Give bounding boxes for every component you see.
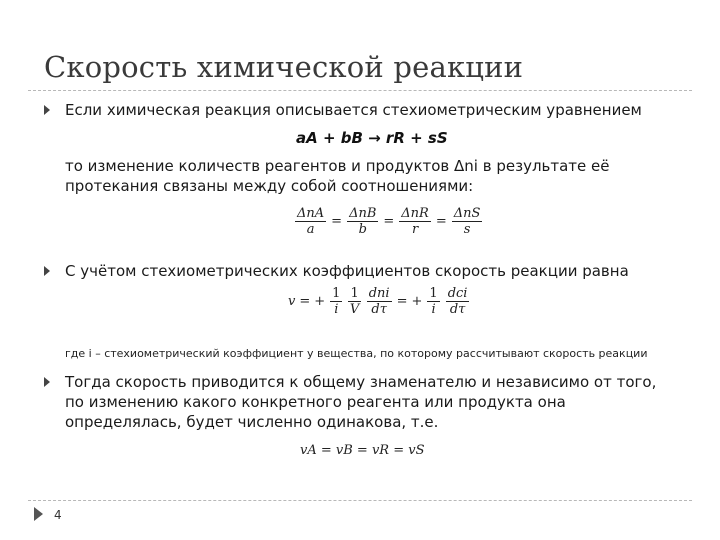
footnote-text: где i – стехиометрический коэффициент у вещества, по которому рассчитывают скорость реакции: [65, 347, 648, 360]
bullet-arrow-icon: [44, 105, 50, 115]
bullet-text-3: Тогда скорость приводится к общему знаменателю и независимо от того, по изменению какого конкретного реагента или продукта она определялась, будет численно одинакова, т.е.: [65, 373, 657, 431]
rate-frac-dc-dtau: $\frac{\text{dci}}{d\tau}$: [447, 286, 468, 317]
bullet-text-2: С учётом стехиометрических коэффициентов скорость реакции равна: [65, 262, 629, 280]
ratio-formula: $\frac{\text{ΔnA}}{a}$ = $\frac{\text{ΔnB}}{b}$ = $\frac{\text{ΔnR}}{r}$ = $\frac{\text{ΔnS}}{s}$: [297, 206, 481, 237]
bullet-arrow-icon: [44, 266, 50, 276]
rate-frac-1-over-i: $\frac{1}{i}$: [332, 286, 341, 317]
page-marker-icon: [34, 507, 43, 521]
page-number: 4: [54, 508, 62, 522]
title-divider: [28, 90, 692, 91]
ratio-term-b: $\frac{\text{ΔnB}}{b}$: [349, 206, 377, 237]
bullet-text-1: Если химическая реакция описывается стехиометрическим уравнением: [65, 101, 642, 119]
equal-rates-formula: vA = vB = vR = vS: [300, 443, 425, 458]
ratio-term-s: $\frac{\text{ΔnS}}{s}$: [453, 206, 481, 237]
ratio-term-r: $\frac{\text{ΔnR}}{r}$: [401, 206, 429, 237]
stoichiometric-equation: aA + bB → rR + sS: [296, 129, 448, 147]
continuation-text: то изменение количеств реагентов и продуктов Δni в результате её протекания связаны между собой соотношениями:: [65, 157, 610, 195]
bullet-arrow-icon: [44, 377, 50, 387]
ratio-term-a: $\frac{\text{ΔnA}}{a}$: [297, 206, 325, 237]
rate-frac-dn-dtau: $\frac{\text{dni}}{d\tau}$: [368, 286, 390, 317]
slide-title: Скорость химической реакции: [44, 50, 524, 84]
rate-formula: v = + $\frac{1}{i}$ $\frac{1}{V}$ $\frac{\text{dni}}{d\tau}$ = + $\frac{1}{i}$ $\frac{\text{dci}}{d\tau}$: [288, 286, 468, 317]
footer-divider: [28, 500, 692, 501]
rate-frac-1-over-i-2: $\frac{1}{i}$: [429, 286, 438, 317]
rate-frac-1-over-v: $\frac{1}{V}$: [349, 286, 360, 317]
